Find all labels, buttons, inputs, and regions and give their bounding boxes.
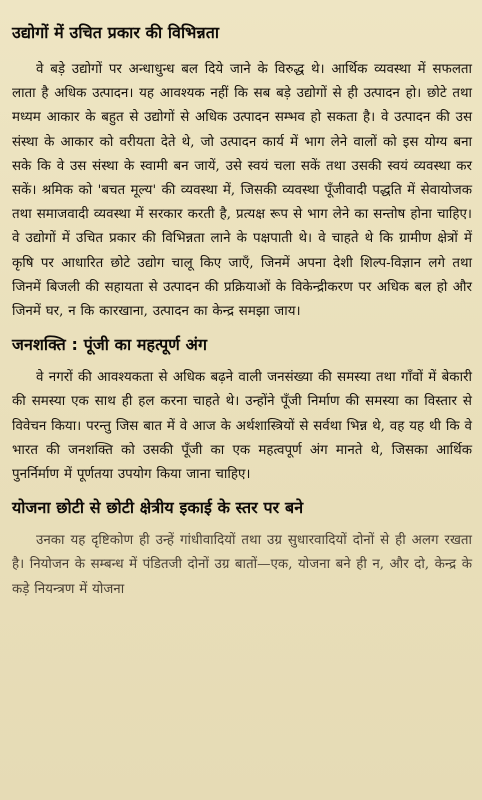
section-heading-local-planning: योजना छोटी से छोटी क्षेत्रीय इकाई के स्तर पर बने [12,498,304,518]
section-paragraph-industry-diversity: वे बड़े उद्योगों पर अन्धाधुन्ध बल दिये जाने के विरुद्ध थे। आर्थिक व्यवस्था में सफलता लाता है अधिक उत्पादन। यह आवश्यक नहीं कि सब बड़े उद्योगों से ही उत्पादन हो। छोटे तथा मध्यम आकार के बहुत से उद्योगों से अधिक उत्पादन सम्भव हो सकता है। वे उत्पादन की उस संस्था के आकार को वरीयता देते थे, जो उत्पादन कार्य में भाग लेने वालों को इस योग्य बना सके कि वे उस संस्था के स्वामी बन जायें, उसे स्वयं चला सकें तथा उसकी स्वयं व्यवस्था कर सकें। श्रमिक को 'बचत मूल्य' की व्यवस्था में, जिसकी व्यवस्था पूँजीवादी पद्धति में सेवायोजक तथा समाजवादी व्यवस्था में सरकार करती है, प्रत्यक्ष रूप से भाग लेने का सन्तोष होना चाहिए। वे उद्योगों में उचित प्रकार की विभिन्नता लाने के पक्षपाती थे। वे चाहते थे कि ग्रामीण क्षेत्रों में कृषि पर आधारित छोटे उद्योग चालू किए जाएँ, जिनमें अपना देशी शिल्प-विज्ञान लगे तथा जिनमें बिजली की सहायता से उत्पादन की प्रक्रियाओं के विकेन्द्रीकरण पर अधिक बल हो और जिनमें घर, न कि कारखाना, उत्पादन का केन्द्र समझा जाय। [12,62,472,320]
section-paragraph-local-planning: उनका यह दृष्टिकोण ही उन्हें गांधीवादियों तथा उग्र सुधारवादियों दोनों से ही अलग रखता है। नियोजन के सम्बन्ध में पंडितजी दोनों उग्र बातों—एक, योजना बने ही न, और दो, केन्द्र के कड़े नियन्त्रण में योजना [12,533,472,597]
section-heading-manpower-capital: जनशक्ति : पूंजी का महत्पूर्ण अंग [12,335,208,355]
section-paragraph-manpower-capital: वे नगरों की आवश्यकता से अधिक बढ़ने वाली जनसंख्या की समस्या तथा गाँवों में बेकारी की समस्या एक साथ ही हल करना चाहते थे। उन्होंने पूँजी निर्माण की समस्या का विस्तार से विवेचन किया। परन्तु जिस बात में वे आज के अर्थशास्त्रियों से सर्वथा भिन्न थे, वह यह थी कि वे भारत की जनशक्ति को उसकी पूँजी का एक महत्वपूर्ण अंग मानते थे, जिसका आर्थिक पुनर्निर्माण में पूर्णतया उपयोग किया जाना चाहिए। [12,370,472,483]
section-heading-industry-diversity: उद्योगों में उचित प्रकार की विभिन्नता [12,23,220,42]
